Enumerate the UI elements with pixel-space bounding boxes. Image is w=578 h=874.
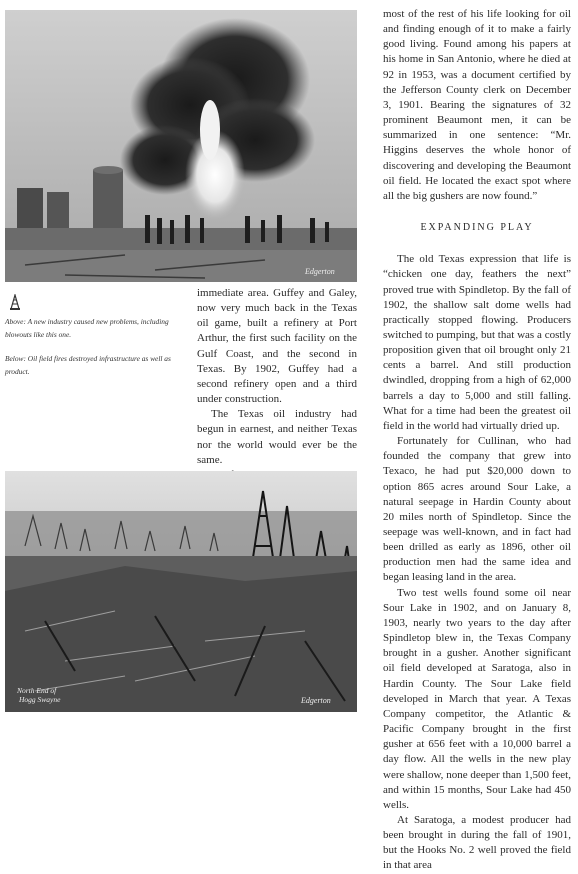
paragraph: The Texas oil industry had begun in earnest, and neither Texas nor the world would ever be the same. xyxy=(197,408,357,466)
paragraph: Two test wells found some oil near Sour Lake in 1902, and on January 8, 1903, nearly two years to the day after Spindletop blew in, the Texas Company brought in a gusher. Another significant oil field developed at Saratoga, also in Hardin County. The Sour Lake field developed in March that year. A Texas Company competitor, the Atlantic & Pacific Company brought in the first gusher at 656 feet with a 10,000 barrel a day flow. All the wells in the new play were shallow, none deeper than 1,500 feet, and within 15 months, Sour Lake had 450 wells. xyxy=(383,586,571,811)
paragraph: most of the rest of his life looking for oil and finding enough of it to make a fairly good living. Found among his papers at his home in San Antonio, where he died at 92 in 1953, was a document certified by the Jefferson County clerk on December 3, 1901. Bearing the signatures of 32 prominent Beaumont men, it can be summarized in one sentence: “Mr. Higgins deserves the whole honor of discovering and developing the Beaumont oil field. He located the exact spot where all the big gushers are now found.” xyxy=(383,8,571,202)
photo-signature-right: Edgerton xyxy=(301,696,331,705)
caption-area xyxy=(5,294,180,378)
section-heading: EXPANDING PLAY xyxy=(420,222,534,234)
photo-signature-left: North End of Hogg Swayne xyxy=(17,686,61,704)
blowout-photo xyxy=(5,10,357,282)
right-column xyxy=(383,7,571,874)
oil-derrick-icon xyxy=(9,294,21,310)
paragraph: At Saratoga, a modest producer had been brought in during the fall of 1901, but the Hooks No. 2 well proved the field in that area xyxy=(383,813,571,872)
oilfield-ruins-photo xyxy=(5,471,357,712)
paragraph: Fortunately for Cullinan, who had founded the company that grew into Texaco, he had put $20,000 down to option 865 acres around Sour Lake, a natural seepage in Hardin County about 20 miles north of Spindletop. Since the seepage was well-known, and in fact had been drilled as early as 1896, other oil production men had the same idea and began leasing land in the area. xyxy=(383,435,571,584)
photo-signature: Edgerton xyxy=(305,267,335,276)
caption-above: Above: A new industry caused new problems, including blowouts like this one. xyxy=(5,317,169,339)
paragraph: immediate area. Guffey and Galey, now very much back in the Texas oil game, built a refinery at Port Arthur, the first such facility on the Gulf Coast, and the second in Texas. By 1902, Guffey had a second refinery open and a third under construction. xyxy=(197,287,357,406)
paragraph: The old Texas expression that life is “chicken one day, feathers the next” proved true with Spindletop. By the fall of 1902, the shallow salt dome wells had practically stopped flowing. Producers switched to pumping, but that was a costly proposition given that oil brought only 21 cents a barrel. And still production dwindled, dropping from a high of 62,000 barrels a day to 5,000 and still falling. What for a time had been the greatest oil field in the world had virtually dried up. xyxy=(383,253,571,432)
caption-below: Below: Oil field fires destroyed infrastructure as well as product. xyxy=(5,354,171,376)
